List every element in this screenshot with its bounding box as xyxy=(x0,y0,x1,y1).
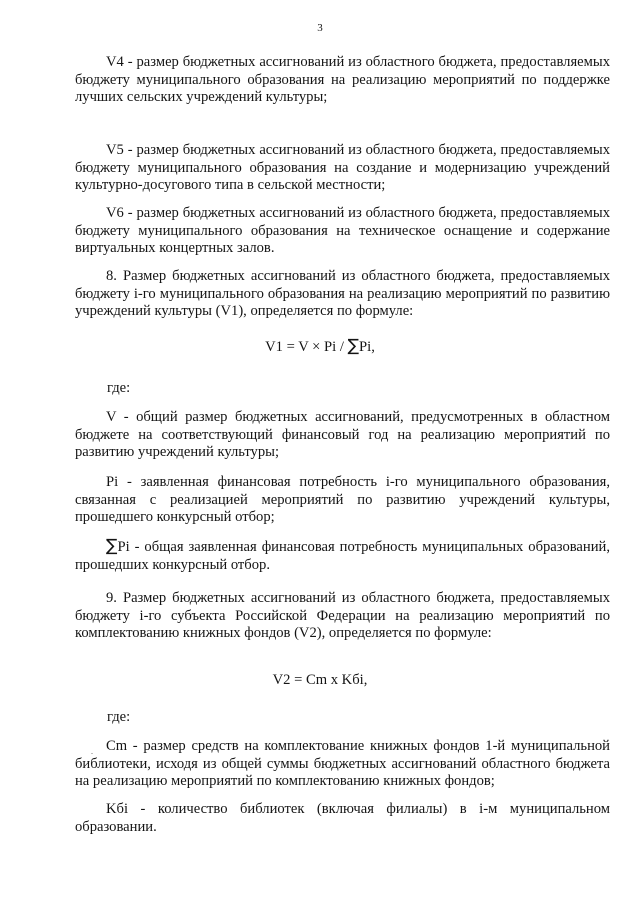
sum-icon: ∑ xyxy=(106,536,118,556)
formula-v2: V2 = Cm x Kбi, xyxy=(272,672,368,688)
sum-icon: ∑ xyxy=(347,336,360,356)
scan-mark: . xyxy=(91,747,93,756)
where-label: где: xyxy=(107,380,131,396)
definition-sum-pi xyxy=(75,536,610,574)
definition-v: V - общий размер бюджетных ассигнований, предусмотренных в областном бюджете на соответствующий финансовый год на реализацию мероприятий по развитию учреждений культуры; xyxy=(75,409,610,460)
paragraph-item-9: 9. Размер бюджетных ассигнований из областного бюджета, предоставляемых бюджету i-го субъекта Российской Федерации на реализацию мероприятий по комплектованию книжных фондов (V2), определяется по формуле: xyxy=(75,590,610,641)
definition-kbi: Kбi - количество библиотек (включая филиалы) в i-м муниципальном образовании. xyxy=(75,801,610,835)
where-label: где: xyxy=(107,709,131,725)
sum-pi-variable: Pi xyxy=(117,539,130,555)
definition-cm: Cm - размер средств на комплектование книжных фондов 1-й муниципальной библиотеки, исходя из общей суммы бюджетных ассигнований областного бюджета на реализацию мероприятий по комплектованию книжных фондов; xyxy=(75,738,610,789)
sum-pi-text: - общая заявленная финансовая потребность муниципальных образований, прошедших конкурсный отбор. xyxy=(75,539,610,573)
formula-v1-left: V1 = V × Pi / xyxy=(265,339,348,355)
paragraph-v4: V4 - размер бюджетных ассигнований из областного бюджета, предоставляемых бюджету муниципального образования на реализацию мероприятий по поддержке лучших сельских учреждений культуры; xyxy=(75,54,610,105)
paragraph-v5: V5 - размер бюджетных ассигнований из областного бюджета, предоставляемых бюджету муниципального образования на создание и модернизацию учреждений культурно-досугового типа в сельской местности; xyxy=(75,142,610,193)
page-number: 3 xyxy=(317,22,323,34)
paragraph-item-8: 8. Размер бюджетных ассигнований из областного бюджета, предоставляемых бюджету i-го муниципального образования на реализацию мероприятий по развитию учреждений культуры (V1), определяется по формуле: xyxy=(75,268,610,319)
definition-pi: Pi - заявленная финансовая потребность i-го муниципального образования, связанная с реализацией мероприятий по развитию учреждений культуры, прошедшего конкурсный отбор; xyxy=(75,474,610,525)
paragraph-v6: V6 - размер бюджетных ассигнований из областного бюджета, предоставляемых бюджету муниципального образования на техническое оснащение и содержание виртуальных концертных залов. xyxy=(75,205,610,256)
formula-v1-right: Pi, xyxy=(359,339,375,355)
formula-v1 xyxy=(0,338,640,356)
